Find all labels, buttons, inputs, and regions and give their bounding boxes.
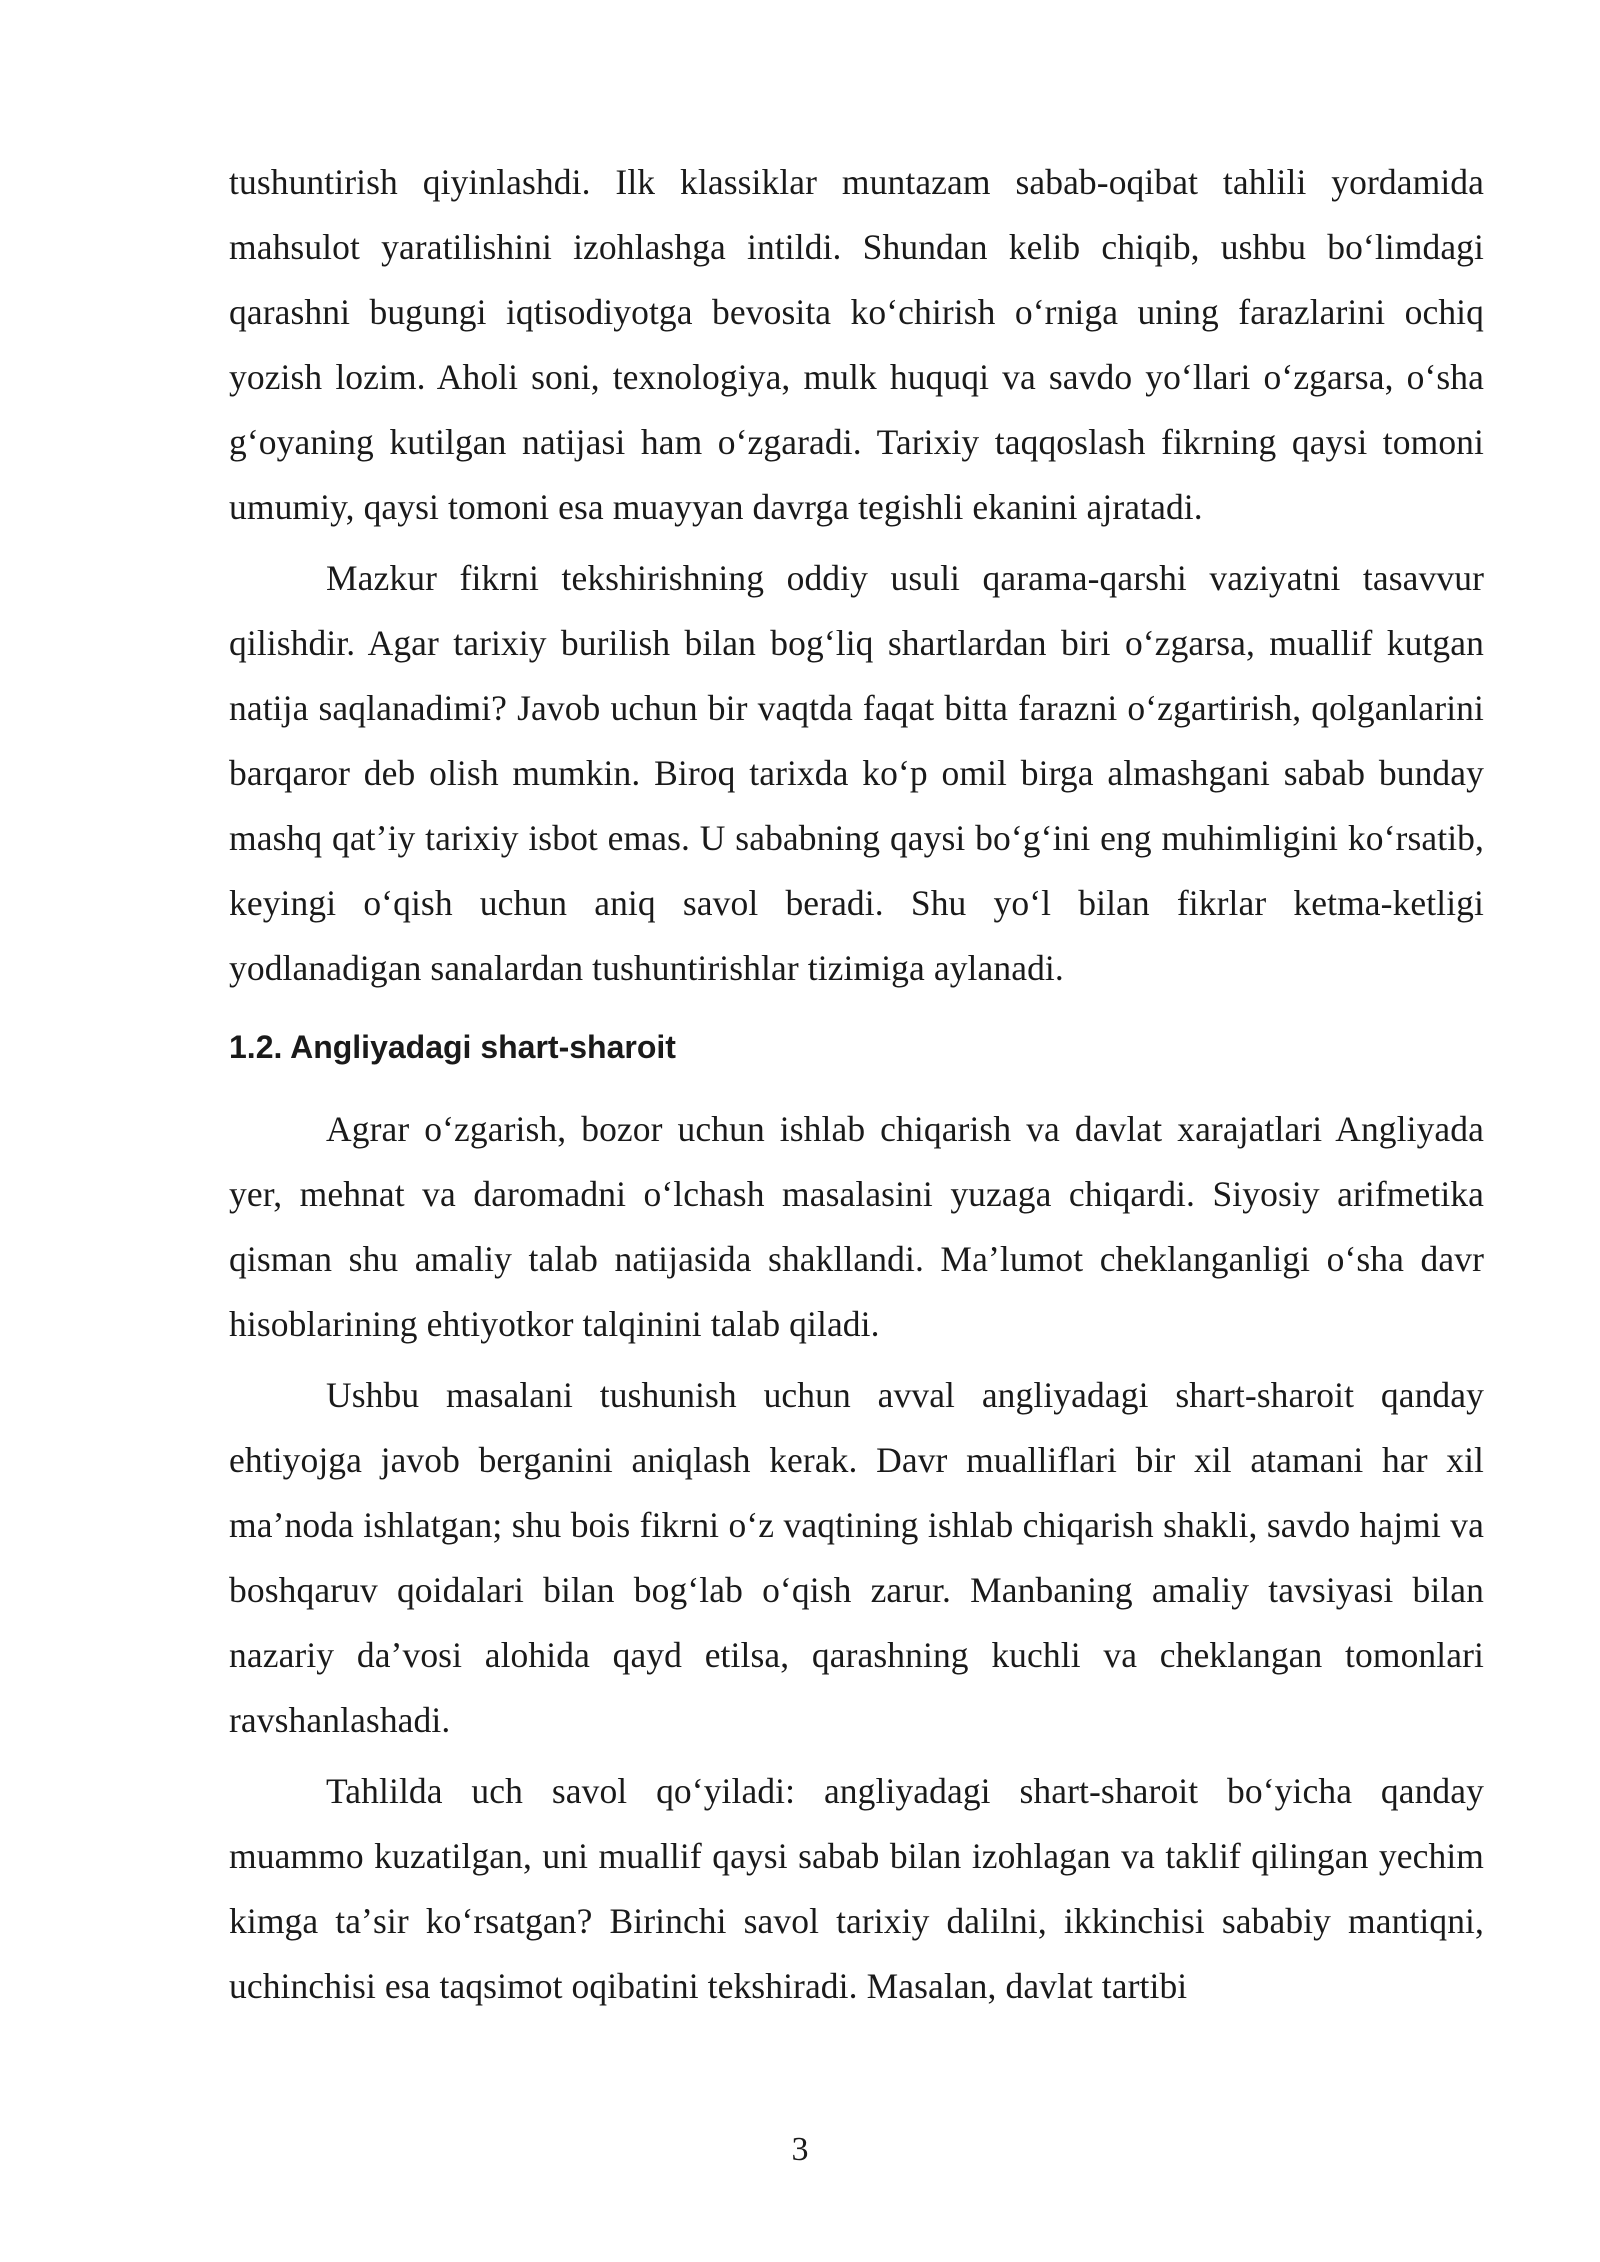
paragraph-continuation: tushuntirish qiyinlashdi. Ilk klassiklar muntazam sabab-oqibat tahlili yordamida mahsulot yaratilishini izohlashga intildi. Shundan kelib chiqib, ushbu boʻlimdagi qarashni bugungi iqtisodiyotga bevosita koʻchirish oʻrniga uning farazlarini ochiq yozish lozim. Aholi soni, texnologiya, mulk huquqi va savdo yoʻllari oʻzgarsa, oʻsha gʻoyaning kutilgan natijasi ham oʻzgaradi. Tarixiy taqqoslash fikrning qaysi tomoni umumiy, qaysi tomoni esa muayyan davrga tegishli ekanini ajratadi. <box>229 162 1484 527</box>
section-heading: 1.2. Angliyadagi shart-sharoit <box>229 1029 676 1065</box>
paragraph-three-questions: Tahlilda uch savol qoʻyiladi: angliyadagi shart-sharoit boʻyicha qanday muammo kuzatilgan, uni muallif qaysi sabab bilan izohlagan va taklif qilingan yechim kimga taʼsir koʻrsatgan? Birinchi savol tarixiy dalilni, ikkinchisi sababiy mantiqni, uchinchisi esa taqsimot oqibatini tekshiradi. Masalan, davlat tartibi <box>229 1771 1484 2006</box>
paragraph-counterfactual: Mazkur fikrni tekshirishning oddiy usuli qarama-qarshi vaziyatni tasavvur qilishdir. Agar tarixiy burilish bilan bogʻliq shartlardan biri oʻzgarsa, muallif kutgan natija saqlanadimi? Javob uchun bir vaqtda faqat bitta farazni oʻzgartirish, qolganlarini barqaror deb olish mumkin. Biroq tarixda koʻp omil birga almashgani sabab bunday mashq qatʼiy tarixiy isbot emas. U sababning qaysi boʻgʻini eng muhimligini koʻrsatib, keyingi oʻqish uchun aniq savol beradi. Shu yoʻl bilan fikrlar ketma-ketligi yodlanadigan sanalardan tushuntirishlar tizimiga aylanadi. <box>229 558 1484 988</box>
paragraph-understanding-issue: Ushbu masalani tushunish uchun avval angliyadagi shart-sharoit qanday ehtiyojga javob berganini aniqlash kerak. Davr mualliflari bir xil atamani har xil maʼnoda ishlatgan; shu bois fikrni oʻz vaqtining ishlab chiqarish shakli, savdo hajmi va boshqaruv qoidalari bilan bogʻlab oʻqish zarur. Manbaning amaliy tavsiyasi bilan nazariy daʼvosi alohida qayd etilsa, qarashning kuchli va cheklangan tomonlari ravshanlashadi. <box>229 1375 1484 1740</box>
page-body <box>229 150 1484 2025</box>
page-number: 3 <box>791 2131 809 2168</box>
paragraph-agrarian-change: Agrar oʻzgarish, bozor uchun ishlab chiqarish va davlat xarajatlari Angliyada yer, mehnat va daromadni oʻlchash masalasini yuzaga chiqardi. Siyosiy arifmetika qisman shu amaliy talab natijasida shakllandi. Maʼlumot cheklanganligi oʻsha davr hisoblarining ehtiyotkor talqinini talab qiladi. <box>229 1109 1484 1344</box>
